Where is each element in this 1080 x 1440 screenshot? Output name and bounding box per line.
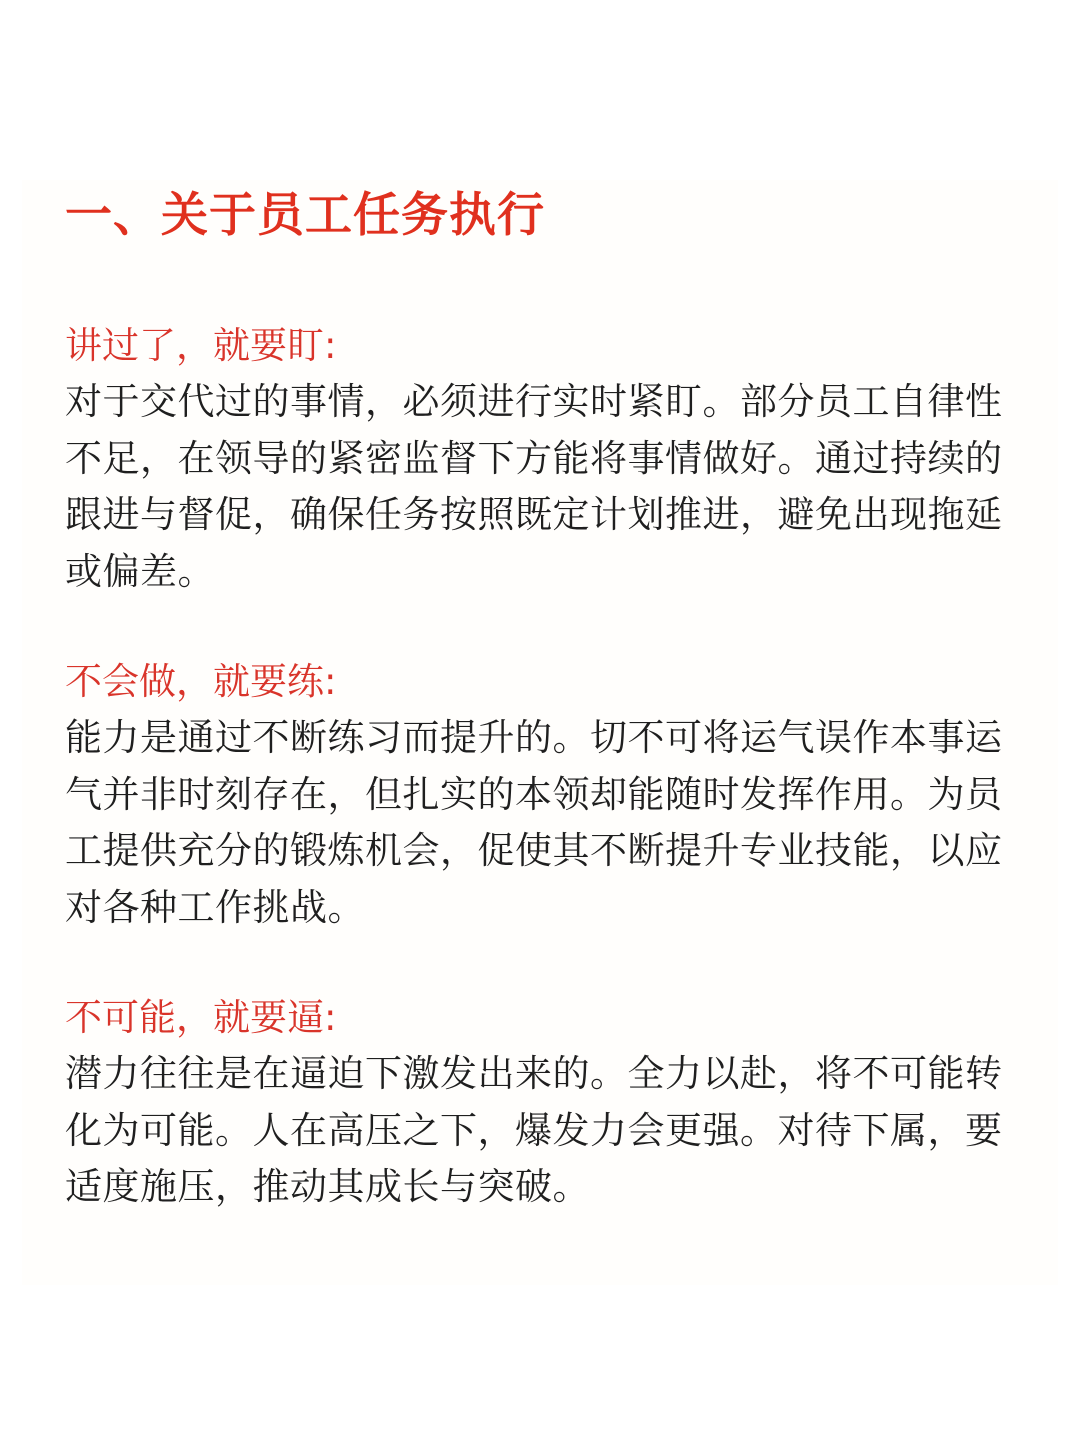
section-heading: 讲过了，就要盯: (65, 324, 337, 367)
section-body: 潜力往往是在逼迫下激发出来的。全力以赴，将不可能转化为可能。人在高压之下，爆发力会更强。对待下属，要适度施压，推动其成长与突破。 (65, 1052, 1003, 1209)
section-practice (65, 654, 1010, 937)
section-heading: 不可能，就要逼: (65, 996, 337, 1039)
section-body: 对于交代过的事情，必须进行实时紧盯。部分员工自律性不足，在领导的紧密监督下方能将事情做好。通过持续的跟进与督促，确保任务按照既定计划推进，避免出现拖延或偏差。 (65, 380, 1003, 594)
section-heading: 不会做，就要练: (65, 660, 337, 703)
section-monitor (65, 318, 1010, 601)
page-title: 一、关于员工任务执行 (65, 188, 545, 243)
section-body: 能力是通过不断练习而提升的。切不可将运气误作本事运气并非时刻存在，但扎实的本领却能随时发挥作用。为员工提供充分的锻炼机会，促使其不断提升专业技能，以应对各种工作挑战。 (65, 716, 1003, 930)
section-push (65, 990, 1010, 1216)
